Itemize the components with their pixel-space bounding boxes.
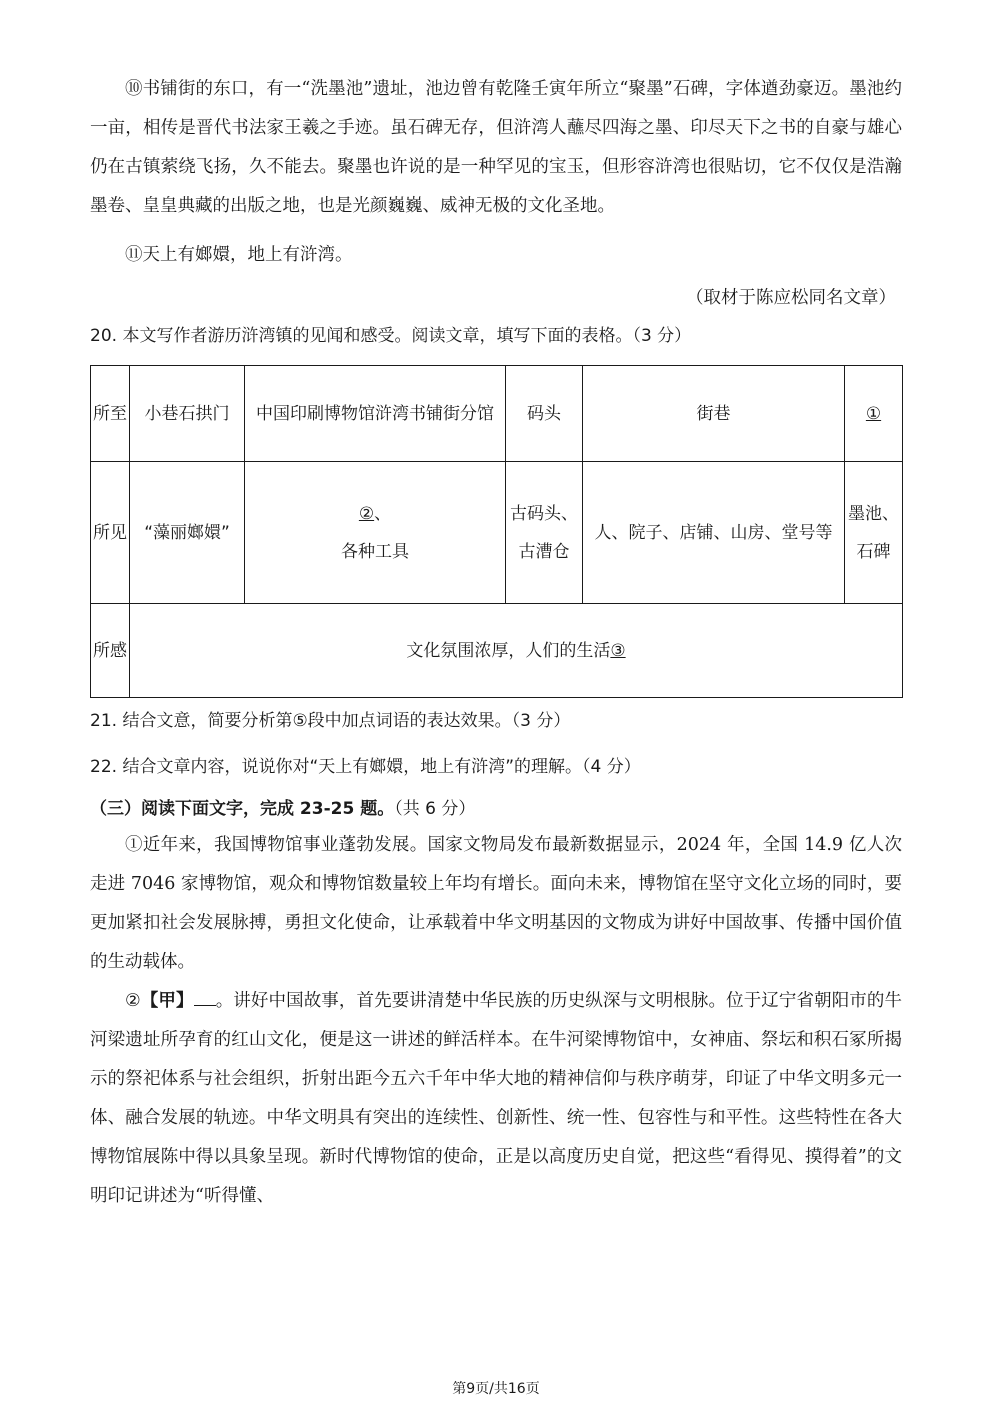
paragraph-2 bbox=[90, 982, 902, 1216]
answer-table bbox=[90, 365, 903, 698]
separator: 、 bbox=[374, 503, 392, 524]
paragraph-11: ⑪天上有嫏嬛，地上有浒湾。 bbox=[125, 245, 353, 265]
paragraph-number: ② bbox=[125, 991, 141, 1011]
source-note: （取材于陈应松同名文章） bbox=[686, 288, 896, 308]
question-22: 22. 结合文章内容，说说你对“天上有嫏嬛，地上有浒湾”的理解。（4 分） bbox=[90, 757, 641, 777]
fill-blank-3-cell bbox=[130, 604, 903, 698]
paragraph-10: ⑩书铺街的东口，有一“洗墨池”遗址，池边曾有乾隆壬寅年所立“聚墨”石碑，字体遒劲豪迈。墨池约一亩，相传是晋代书法家王羲之手迹。虽石碑无存，但浒湾人蘸尽四海之墨、印尽天下之书的自豪与雄心仍在古镇萦绕飞扬，久不能去。聚墨也许说的是一种罕见的宝玉，但形容浒湾也很贴切，它不仅仅是浩瀚墨卷、皇皇典藏的出版之地，也是光颜巍巍、威神无极的文化圣地。 bbox=[90, 79, 902, 216]
table-row bbox=[91, 604, 903, 698]
page-content bbox=[90, 70, 902, 1216]
row-header-suojian: 所见 bbox=[91, 462, 130, 604]
table-cell: 码头 bbox=[506, 366, 583, 462]
table-cell: 中国印刷博物馆浒湾书铺街分馆 bbox=[245, 366, 506, 462]
section-title: （三）阅读下面文字，完成 23-25 题。 bbox=[90, 799, 395, 819]
paragraph-2-text: 。讲好中国故事，首先要讲清楚中华民族的历史纵深与文明根脉。位于辽宁省朝阳市的牛河梁遗址所孕育的红山文化，便是这一讲述的鲜活样本。在牛河梁博物馆中，女神庙、祭坛和积石冢所揭示的祭祀体系与社会组织，折射出距今五六千年中华大地的精神信仰与秩序萌芽，印证了中华文明多元一体、融合发展的轨迹。中华文明具有突出的连续性、创新性、统一性、包容性与和平性。这些特性在各大博物馆展陈中得以具象呈现。新时代博物馆的使命，正是以高度历史自觉，把这些“看得见、摸得着”的文明印记讲述为“听得懂、 bbox=[90, 991, 903, 1206]
table-cell: 墨池、石碑 bbox=[845, 462, 903, 604]
section-3-heading bbox=[90, 794, 902, 824]
table-cell: 街巷 bbox=[583, 366, 845, 462]
table-cell: 古码头、古漕仓 bbox=[506, 462, 583, 604]
fill-blank-2-cell bbox=[245, 462, 506, 604]
table-row bbox=[91, 462, 903, 604]
question-21: 21. 结合文意，简要分析第⑤段中加点词语的表达效果。（3 分） bbox=[90, 711, 571, 731]
table-cell-text: 文化氛围浓厚，人们的生活 bbox=[406, 640, 611, 661]
table-cell-text: 各种工具 bbox=[341, 541, 409, 562]
page-footer: 第9页/共16页 bbox=[452, 1381, 540, 1397]
row-header-suozhi: 所至 bbox=[91, 366, 130, 462]
table-cell: “藻丽嫏嬛” bbox=[130, 462, 245, 604]
blank-marker-2: ② bbox=[358, 503, 375, 524]
row-header-suogan: 所感 bbox=[91, 604, 130, 698]
paragraph-1: ①近年来，我国博物馆事业蓬勃发展。国家文物局发布最新数据显示，2024 年，全国 14.9 亿人次走进 7046 家博物馆，观众和博物馆数量较上年均有增长。面向未来，博物馆在坚守文化立场的同时，要更加紧扣社会发展脉搏，勇担文化使命，让承载着中华文明基因的文物成为讲好中国故事、传播中国价值的生动载体。 bbox=[90, 835, 902, 972]
answer-blank bbox=[194, 991, 216, 1006]
fill-blank-1 bbox=[845, 366, 903, 462]
blank-marker-3: ③ bbox=[610, 640, 626, 661]
table-cell: 人、院子、店铺、山房、堂号等 bbox=[583, 462, 845, 604]
blank-marker-1: ① bbox=[865, 403, 882, 424]
table-cell: 小巷石拱门 bbox=[130, 366, 245, 462]
section-score: （共 6 分） bbox=[394, 799, 476, 819]
blank-label-jia: 【甲】 bbox=[140, 991, 194, 1011]
question-20: 20. 本文写作者游历浒湾镇的见闻和感受。阅读文章，填写下面的表格。（3 分） bbox=[90, 326, 692, 346]
table-row bbox=[91, 366, 903, 462]
